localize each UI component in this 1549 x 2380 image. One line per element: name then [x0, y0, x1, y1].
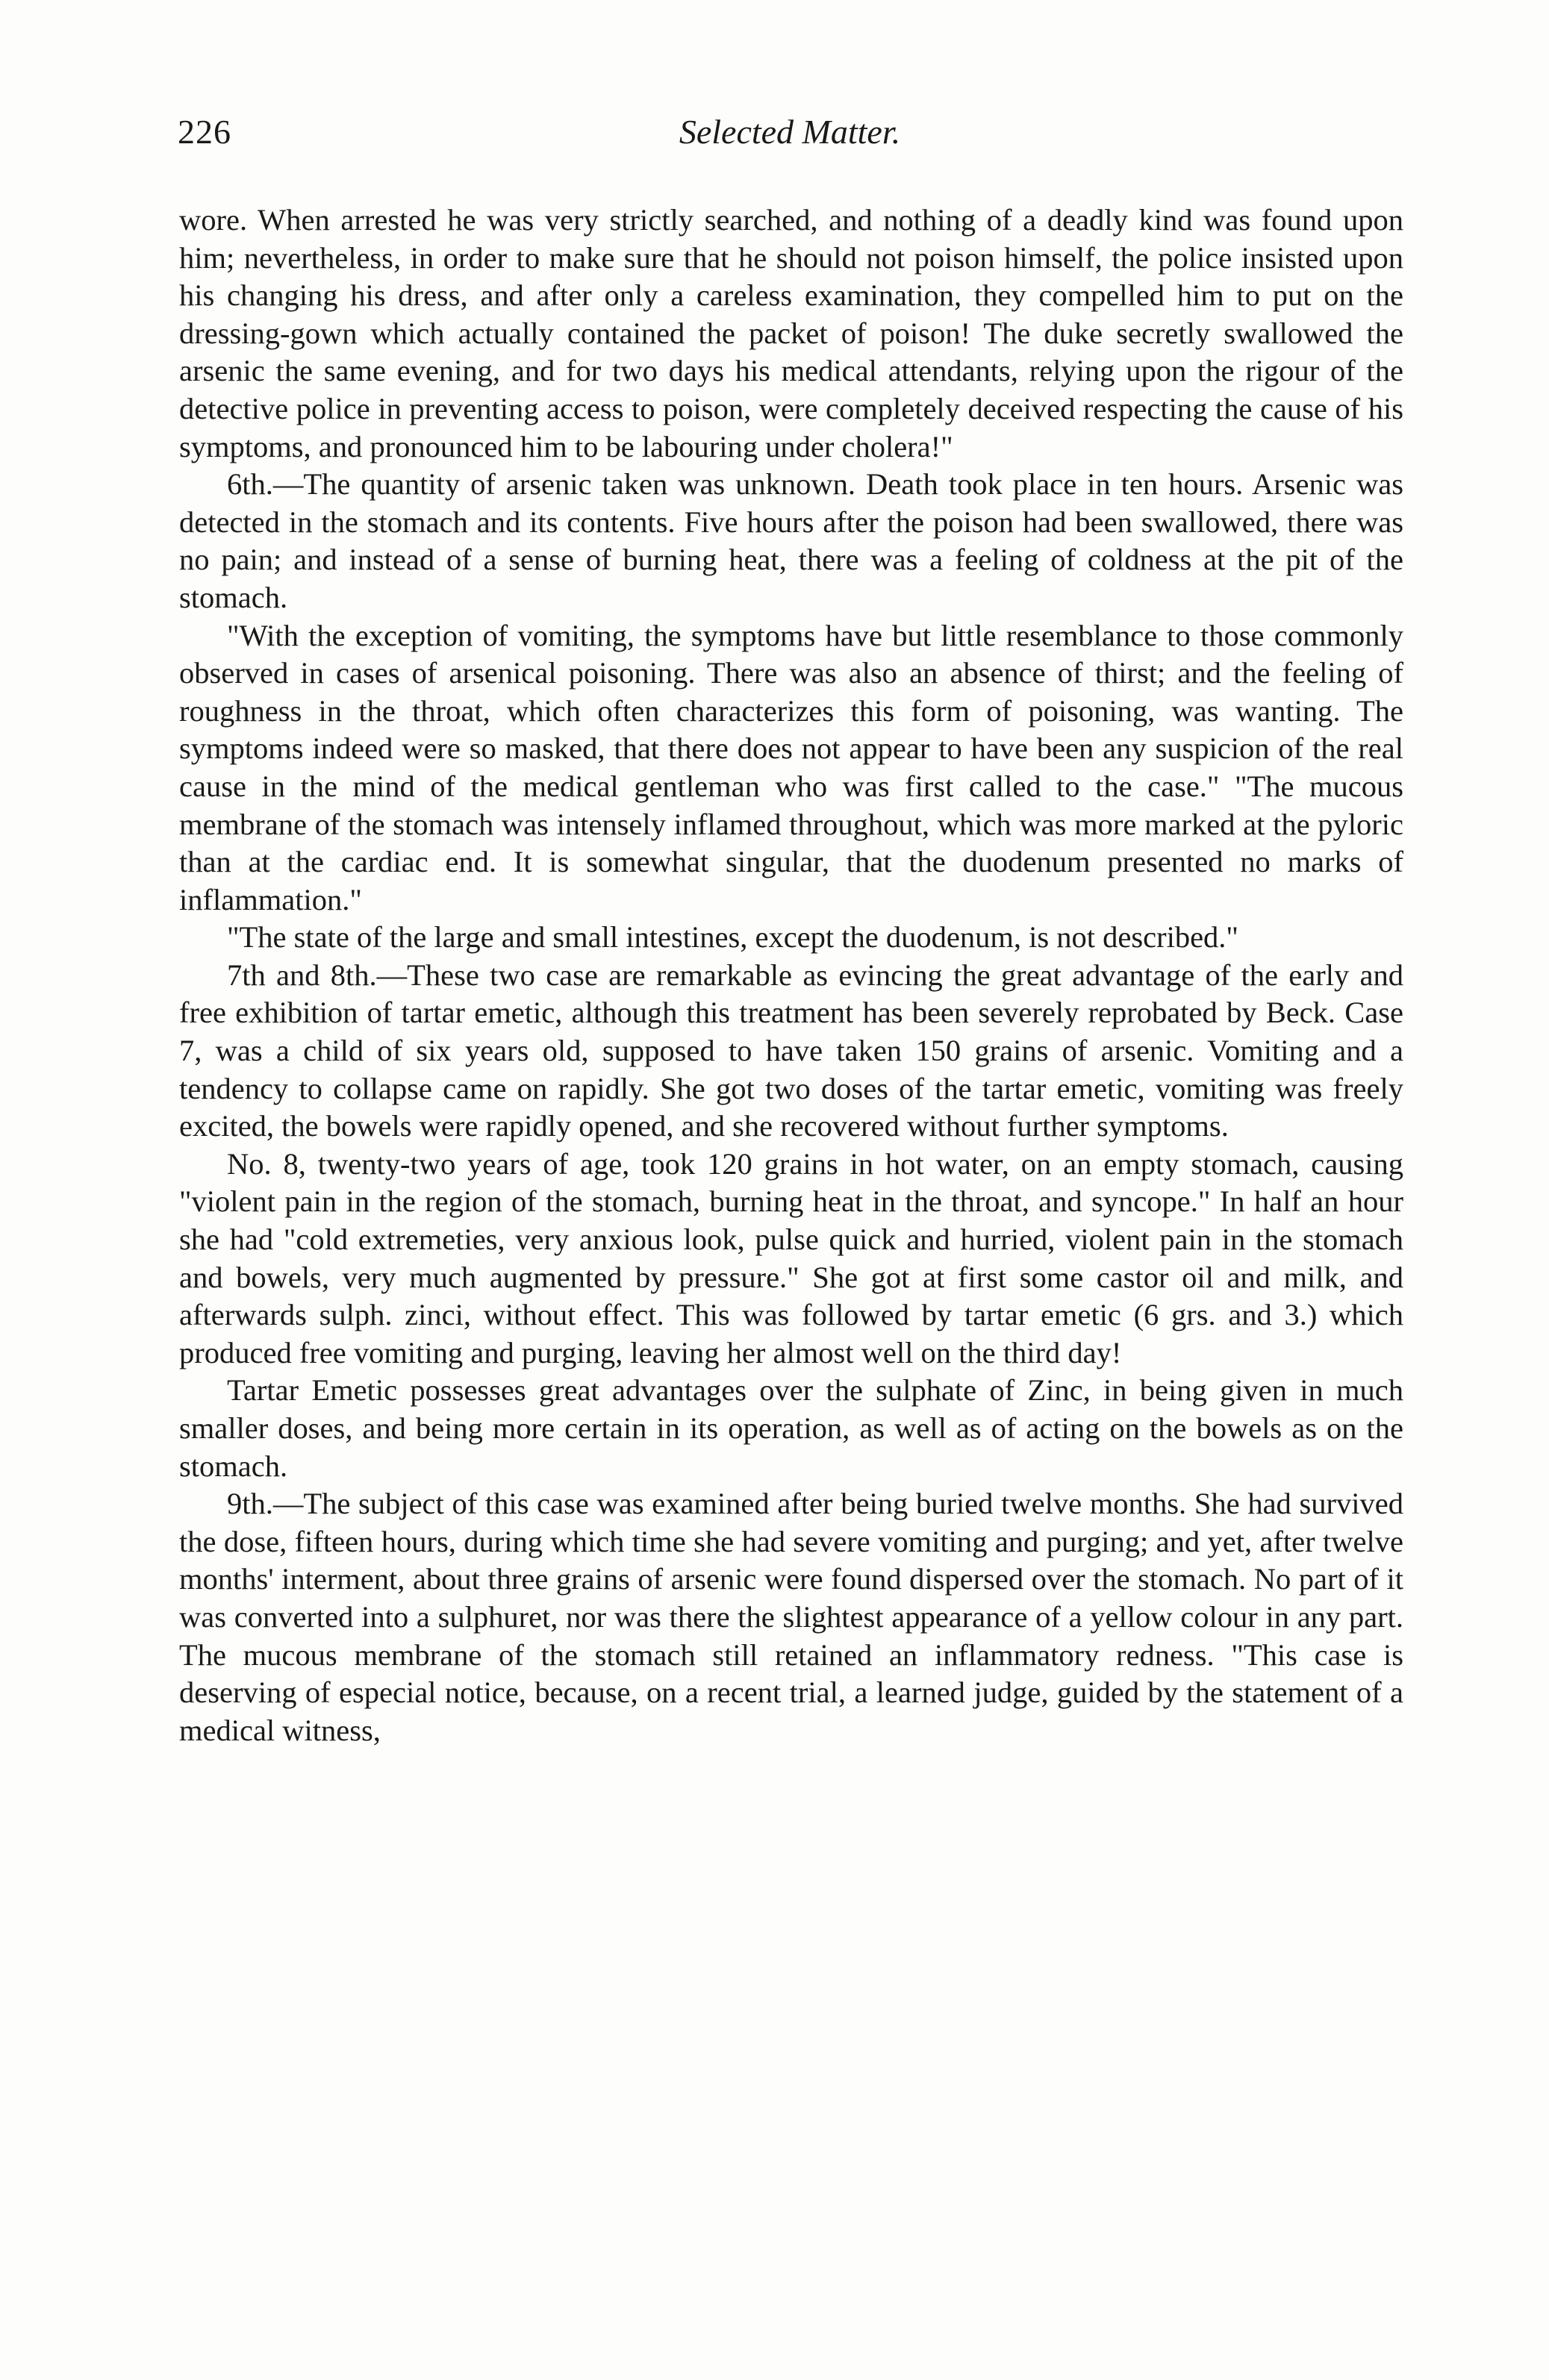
- body-text: [179, 202, 1403, 1749]
- paragraph-continuation: wore. When arrested he was very strictly searched, and nothing of a deadly kind was found upon him; nevertheless, in order to make sure that he should not poison himself, the police insisted upon his changing his dress, and after only a careless examination, they compelled him to put on the dressing-gown which actually contained the packet of poison! The duke secretly swallowed the arsenic the same evening, and for two days his medical attendants, relying upon the rigour of the detective police in preventing access to poison, were completely deceived respecting the cause of his symptoms, and pronounced him to be labouring under cholera!": [179, 203, 1403, 463]
- paragraph-tartar-emetic: Tartar Emetic possesses great advantages over the sulphate of Zinc, in being given in much smaller doses, and being more certain in its operation, as well as of acting on the bowels as on the stomach.: [179, 1373, 1403, 1483]
- paragraph-case-9: 9th.—The subject of this case was examined after being buried twelve months. She had survived the dose, fifteen hours, during which time she had severe vomiting and purging; and yet, after twelve months' interment, about three grains of arsenic were found dispersed over the stomach. No part of it was converted into a sulphuret, nor was there the slightest appearance of a yellow colour in any part. The mucous membrane of the stomach still retained an inflammatory redness. "This case is deserving of especial notice, because, on a recent trial, a learned judge, guided by the statement of a medical witness,: [179, 1487, 1403, 1747]
- paragraph-case-7-8: 7th and 8th.—These two case are remarkable as evincing the great advantage of the early and free exhibition of tartar emetic, although this treatment has been severely reprobated by Beck. Case 7, was a child of six years old, supposed to have taken 150 grains of arsenic. Vomiting and a tendency to collapse came on rapidly. She got two doses of the tartar emetic, vomiting was freely excited, the bowels were rapidly opened, and she recovered without further symptoms.: [179, 958, 1403, 1143]
- page-header: [178, 112, 1402, 172]
- paragraph-case-8: No. 8, twenty-two years of age, took 120 grains in hot water, on an empty stomach, causing "violent pain in the region of the stomach, burning heat in the throat, and syncope." In half an hour she had "cold extremeties, very anxious look, pulse quick and hurried, violent pain in the stomach and bowels, very much augmented by pressure." She got at first some castor oil and milk, and afterwards sulph. zinci, without effect. This was followed by tartar emetic (6 grs. and 3.) which produced free vomiting and purging, leaving her almost well on the third day!: [179, 1146, 1403, 1369]
- paragraph-intestines-note: "The state of the large and small intestines, except the duodenum, is not described.": [227, 920, 1238, 955]
- paragraph-case-6-quote: "With the exception of vomiting, the symptoms have but little resemblance to those commonly observed in cases of arsenical poisoning. There was also an absence of thirst; and the feeling of roughness in the throat, which often characterizes this form of poisoning, was wanting. The symptoms indeed were so masked, that there does not appear to have been any suspicion of the real cause in the mind of the medical gentleman who was first called to the case." "The mucous membrane of the stomach was intensely inflamed throughout, which was more marked at the pyloric than at the cardiac end. It is somewhat singular, that the duodenum presented no marks of inflammation.": [179, 618, 1403, 916]
- running-title: Selected Matter.: [679, 113, 901, 151]
- page-number: 226: [178, 113, 231, 151]
- paragraph-case-6: 6th.—The quantity of arsenic taken was unknown. Death took place in ten hours. Arsenic was detected in the stomach and its contents. Five hours after the poison had been swallowed, there was no pain; and instead of a sense of burning heat, there was a feeling of coldness at the pit of the stomach.: [179, 467, 1403, 614]
